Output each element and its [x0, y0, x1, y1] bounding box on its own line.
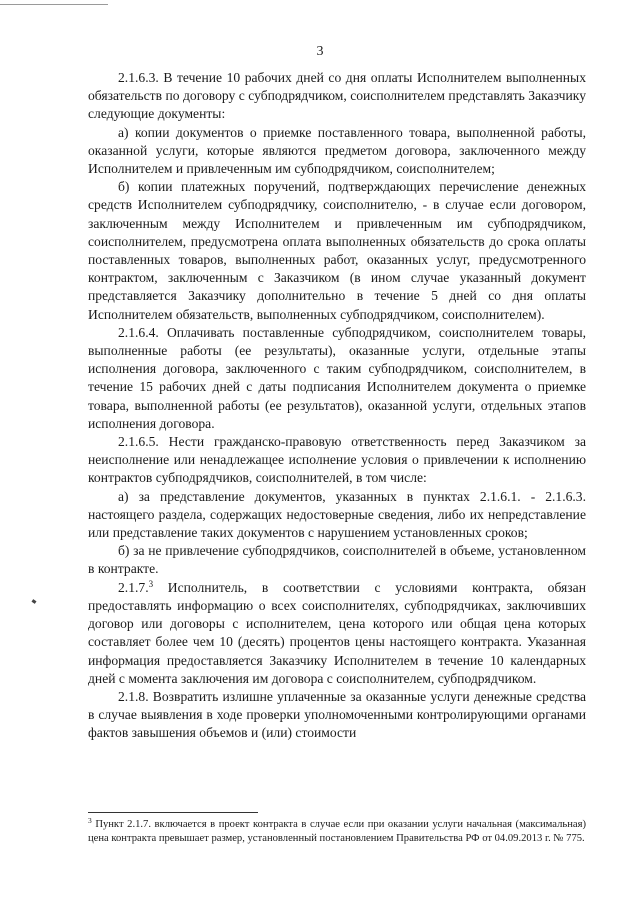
paragraph-text: а) копии документов о приемке поставленного товара, выполненной работы, оказанной услуги, которые являются предметом договора, заключенного между Исполнителем и привлеченным им субподрядчиком, соисполнителем; — [88, 124, 586, 177]
footnote-marker: 3 — [148, 578, 154, 589]
footnote — [88, 818, 586, 846]
scan-speck — [32, 599, 37, 604]
clause-ref: 2.1.6.3. — [118, 70, 159, 85]
clause-ref: 2.1.6.4. — [118, 324, 159, 340]
page-number: 3 — [316, 44, 324, 59]
paragraph-2-1-6-3 — [88, 69, 586, 124]
paragraph-text: а) за представление документов, указанных в пунктах 2.1.6.1. - 2.1.6.3. настоящего раздела, содержащих недостоверные сведения, либо их непредставление или представление таких документов с нарушением установленных сроков; — [88, 488, 586, 541]
paragraph-2-1-6-5 — [88, 433, 586, 488]
paragraph-2-1-7 — [88, 579, 586, 688]
paragraph-text: б) за не привлечение субподрядчиков, соисполнителей в объеме, установленном в контракте. — [88, 543, 586, 577]
paragraph-text: В течение 10 рабочих дней со дня оплаты Исполнителем выполненных обязательств по договору с субподрядчиком, соисполнителем представлять Заказчику следующие документы: — [88, 70, 586, 122]
footnote-text: Пункт 2.1.7. включается в проект контракта в случае если при оказании услуги начальная (максимальная) цена контракта превышает размер, установленный постановлением Правительства РФ от 04.09.2013 г. № 775. — [88, 819, 586, 844]
paragraph-2-1-8 — [88, 688, 586, 743]
clause-ref: 2.1.7. — [118, 579, 149, 595]
clause-ref: 2.1.6.5. — [118, 434, 159, 450]
paragraph-text: Исполнитель, в соответствии с условиями контракта, обязан предоставлять информацию о всех соисполнителях, субподрядчиках, заключивших договор или договоры с исполнителем, цена которого или общая цена которых составляет более чем 10 (десять) процентов цены настоящего контракта. Указанная информация предоставляется Заказчику Исполнителем в течение 10 календарных дней с момента заключения им договора с соисполнителем, субподрядчиком. — [88, 579, 586, 686]
paragraph-item-a — [88, 124, 586, 179]
paragraph-text: Возвратить излишне уплаченные за оказанные услуги денежные средства в случае выявления в ходе проверки уполномоченными контролирующими органами фактов завышения объемов и (или) стоимости — [88, 688, 586, 741]
document-body — [88, 69, 586, 743]
footnote-divider — [88, 812, 258, 813]
paragraph-item-a-liability — [88, 488, 586, 543]
paragraph-text: Оплачивать поставленные субподрядчиком, соисполнителем товары, выполненные работы (ее результаты), оказанные услуги, отдельные этапы исполнения договора, заключенного с таким субподрядчиком, соисполнителем, в течение 15 рабочих дней с даты подписания Исполнителем документа о приемке товара, выполненной работы (ее результатов), оказанной услуги, отдельных этапов исполнения договора. — [88, 324, 586, 431]
paragraph-2-1-6-4 — [88, 324, 586, 433]
paragraph-item-b — [88, 178, 586, 324]
paragraph-item-b-liability — [88, 542, 586, 578]
footnote-number: 3 — [88, 816, 92, 825]
paragraph-text: б) копии платежных поручений, подтверждающих перечисление денежных средств Исполнителем субподрядчику, соисполнителю, - в случае если договором, заключенным между Исполнителем и привлеченным им субподрядчиком, соисполнителем, предусмотрена оплата выполненных обязательств до срока оплаты поставленных товаров, выполненных работ, оказанных услуг, предусмотренного контрактом, заключенным с Заказчиком (в ином случае указанный документ представляется Заказчику дополнительно в течение 5 дней со дня оплаты Исполнителем обязательств, выполненных субподрядчиком, соисполнителем). — [88, 179, 586, 322]
clause-ref: 2.1.8. — [118, 688, 149, 704]
scan-edge-line — [0, 4, 108, 5]
paragraph-text: Нести гражданско-правовую ответственность перед Заказчиком за неисполнение или ненадлежащее исполнение условия о привлечении к исполнению контрактов субподрядчиков, соисполнителей, в том числе: — [88, 434, 586, 486]
